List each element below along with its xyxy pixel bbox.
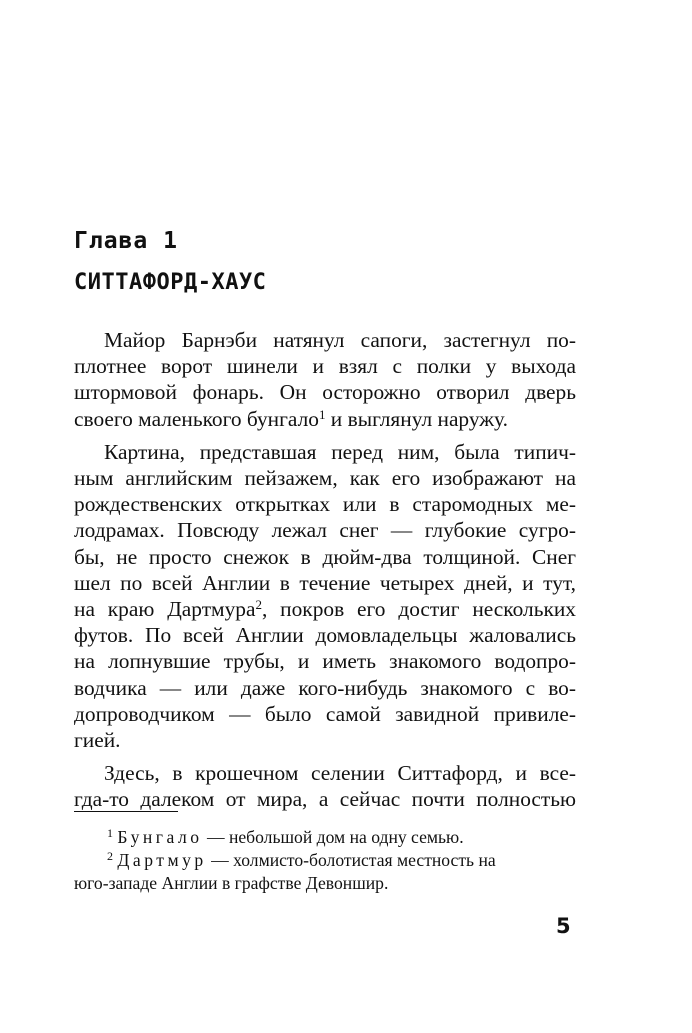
text-line: своего маленького бунгало$^1$ и выглянул наружу. xyxy=(74,406,508,431)
footnote-marker: 1 xyxy=(107,826,113,840)
footnote-text: — холмисто-болотистая местность на xyxy=(206,850,496,870)
paragraph-1 xyxy=(74,327,576,432)
footnote-divider xyxy=(74,811,178,812)
paragraph-2 xyxy=(74,439,576,753)
text-line: гда-то далеком от мира, а сейчас почти полностью xyxy=(74,787,576,812)
text-line: допроводчиком — было самой завидной привиле- xyxy=(74,701,576,726)
footnote-marker: 2 xyxy=(107,849,113,863)
text-line: плотнее ворот шинели и взял с полки у выхода xyxy=(74,354,576,379)
paragraph-3 xyxy=(74,760,576,812)
footnote-ref-2: 2 xyxy=(255,597,262,613)
text-line: штормовой фонарь. Он осторожно отворил дверь xyxy=(74,380,576,405)
chapter-number: Глава 1 xyxy=(74,228,178,254)
text-line: водчика — или даже кого-нибудь знакомого с во- xyxy=(74,675,576,700)
footnote-term: Дартмур xyxy=(117,850,207,870)
footnote-1 xyxy=(74,826,576,849)
footnotes xyxy=(74,826,576,895)
text-line: на лопнувшие трубы, и иметь знакомого водопро- xyxy=(74,649,576,674)
footnote-2-continuation: юго-западе Англии в графстве Девоншир. xyxy=(74,873,389,893)
text-line: ным английским пейзажем, как его изображают на xyxy=(74,466,576,491)
text-line: на краю Дартмура$^2$, покров его достиг нескольких xyxy=(74,597,576,622)
text-line: рождественских открытках или в старомодных ме- xyxy=(74,492,576,517)
page-number: 5 xyxy=(556,914,571,938)
text-line: шел по всей Англии в течение четырех дней, и тут, xyxy=(74,570,576,595)
footnote-term: Бунгало xyxy=(117,827,203,847)
chapter-title: СИТТАФОРД-ХАУС xyxy=(74,270,267,295)
text-line: лодрамах. Повсюду лежал снег — глубокие сугро- xyxy=(74,518,576,543)
text-line: Картина, представшая перед ним, была типич- xyxy=(104,439,576,464)
text-line: футов. По всей Англии домовладельцы жаловались xyxy=(74,623,576,648)
text-line: бы, не просто снежок в дюйм-два толщиной. Снег xyxy=(74,544,576,569)
footnote-2 xyxy=(74,849,576,872)
text-line: Майор Барнэби натянул сапоги, застегнул по- xyxy=(104,328,576,352)
footnote-text: — небольшой дом на одну семью. xyxy=(202,827,464,847)
chapter-body xyxy=(74,327,576,813)
footnote-ref-1: 1 xyxy=(318,406,326,422)
text-line: гией. xyxy=(74,728,121,753)
text-line: Здесь, в крошечном селении Ситтафорд, и все- xyxy=(104,761,576,786)
